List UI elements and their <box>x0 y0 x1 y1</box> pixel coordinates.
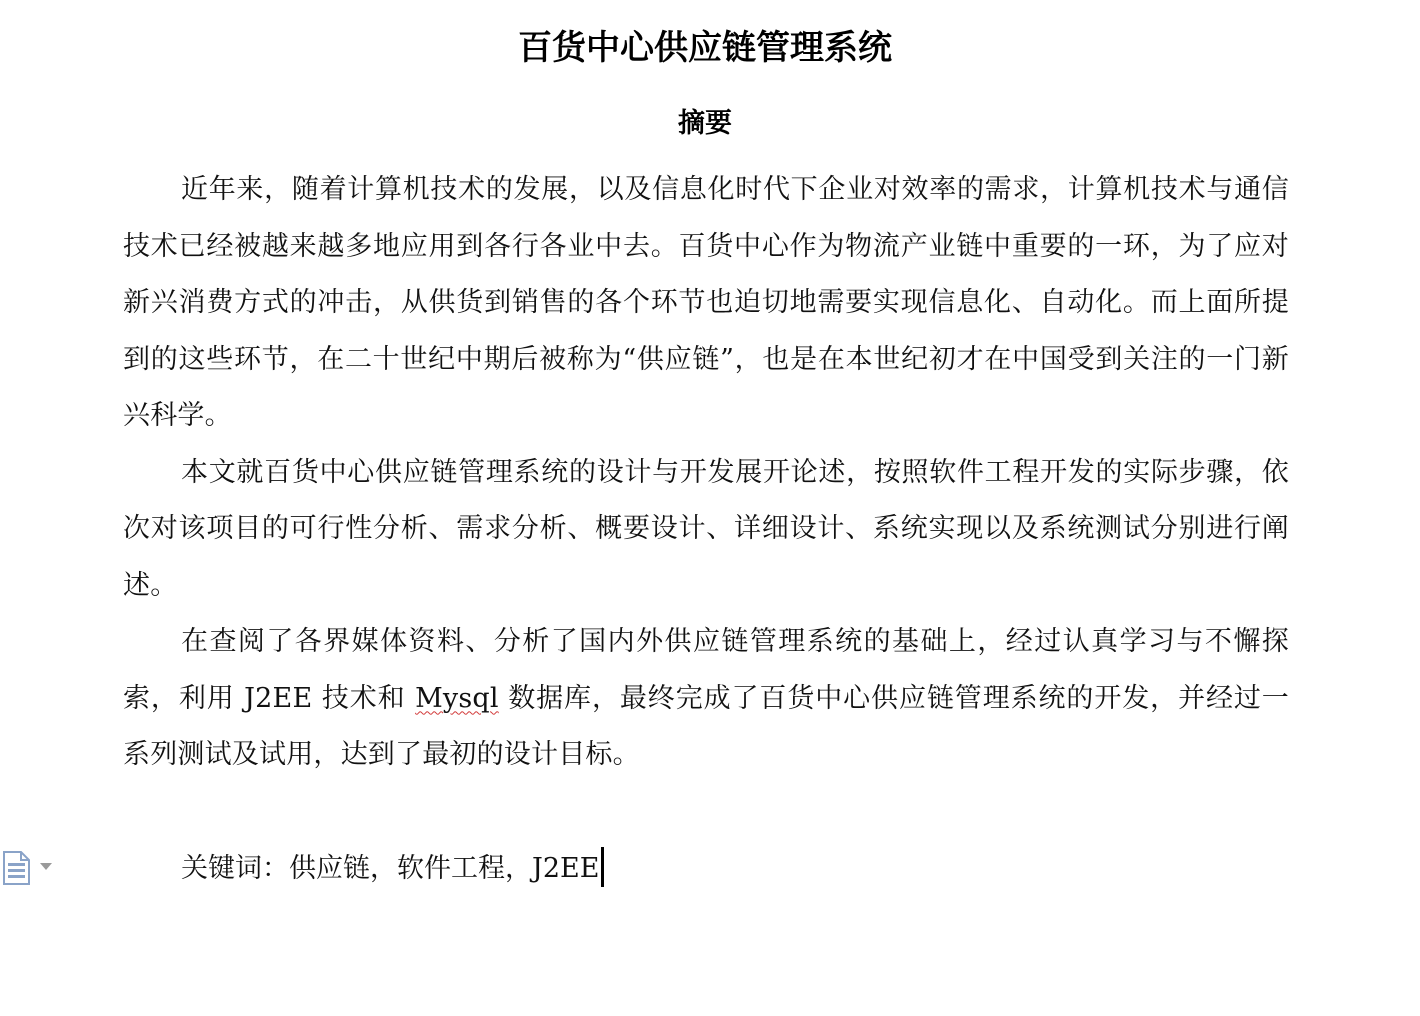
abstract-paragraph-3[interactable] <box>123 614 1289 784</box>
paragraph-3-text-before: 在查阅了各界媒体资料、分析了国内外供应链管理系统的基础上，经过认真学习与不懈探索，利用 J2EE 技术和 <box>123 626 1289 714</box>
abstract-paragraph-1[interactable]: 近年来，随着计算机技术的发展，以及信息化时代下企业对效率的需求，计算机技术与通信技术已经被越来越多地应用到各行各业中去。百货中心作为物流产业链中重要的一环，为了应对新兴消费方式的冲击，从供货到销售的各个环节也迫切地需要实现信息化、自动化。而上面所提到的这些环节，在二十世纪中期后被称为“供应链”，也是在本世纪初才在中国受到关注的一门新兴科学。 <box>123 174 1289 431</box>
text-cursor <box>601 847 604 887</box>
abstract-body[interactable] <box>123 162 1289 784</box>
keywords-line[interactable] <box>181 841 604 897</box>
abstract-paragraph-2[interactable]: 本文就百货中心供应链管理系统的设计与开发展开论述，按照软件工程开发的实际步骤，依次对该项目的可行性分析、需求分析、概要设计、详细设计、系统实现以及系统测试分别进行阐述。 <box>123 456 1289 601</box>
spellcheck-flagged-word[interactable]: Mysql <box>415 682 499 714</box>
abstract-heading: 摘要 <box>678 108 732 139</box>
paragraph-3-text-after: 数据库，最终完成了百货中心供应链管理系统的开发，并经过一系列测试及试用，达到了最初的设计目标。 <box>123 682 1289 770</box>
document-paragraph-icon <box>2 851 62 885</box>
triangle-down-icon <box>40 863 52 870</box>
document-title: 百货中心供应链管理系统 <box>518 28 892 68</box>
keywords-text: 关键词：供应链，软件工程，J2EE <box>181 853 600 884</box>
paragraph-options-button[interactable] <box>2 851 62 885</box>
